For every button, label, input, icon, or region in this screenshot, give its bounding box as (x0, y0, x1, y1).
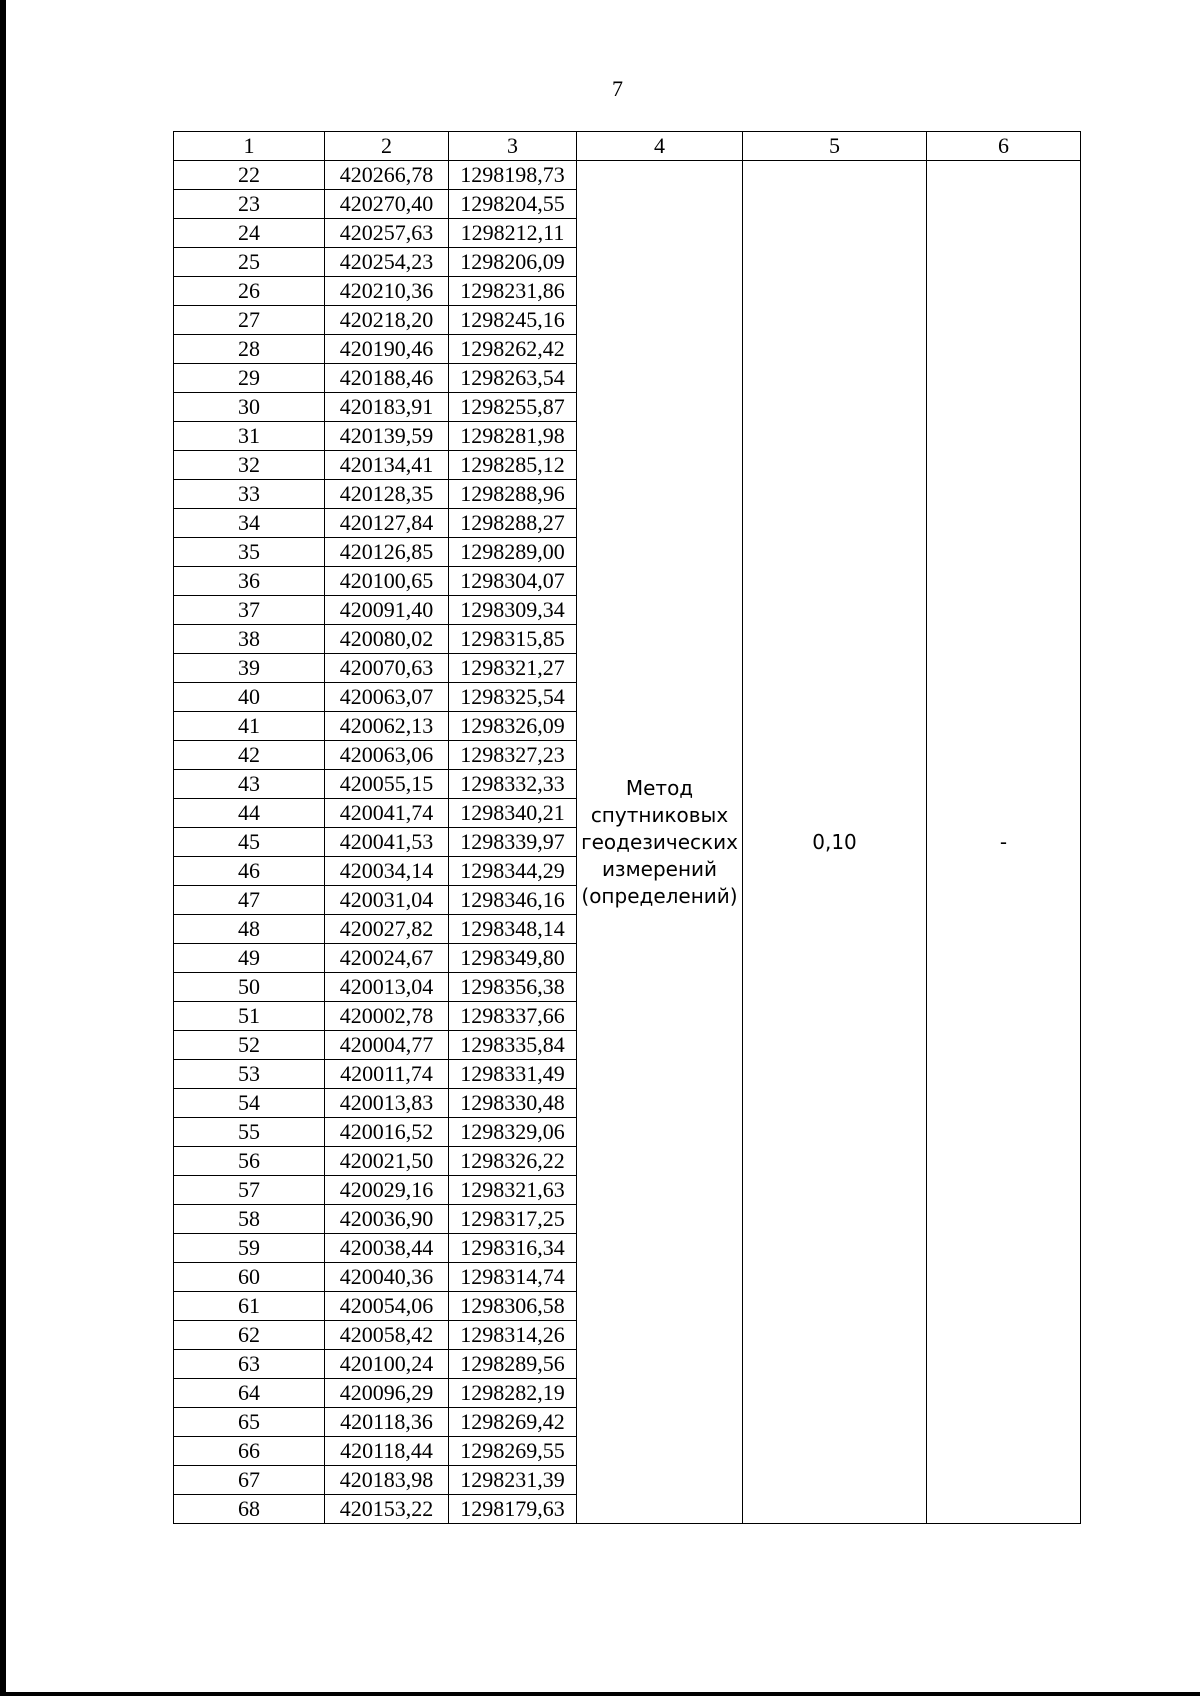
y-coordinate-cell: 1298327,23 (449, 741, 577, 770)
scan-edge-bottom (0, 1692, 1200, 1696)
point-number-cell: 33 (174, 480, 325, 509)
y-coordinate-cell: 1298314,26 (449, 1321, 577, 1350)
y-coordinate-cell: 1298285,12 (449, 451, 577, 480)
point-number-cell: 44 (174, 799, 325, 828)
point-number-cell: 35 (174, 538, 325, 567)
y-coordinate-cell: 1298306,58 (449, 1292, 577, 1321)
x-coordinate-cell: 420063,06 (325, 741, 449, 770)
header-col-6: 6 (927, 132, 1081, 161)
y-coordinate-cell: 1298326,22 (449, 1147, 577, 1176)
y-coordinate-cell: 1298340,21 (449, 799, 577, 828)
y-coordinate-cell: 1298326,09 (449, 712, 577, 741)
point-number-cell: 52 (174, 1031, 325, 1060)
point-number-cell: 28 (174, 335, 325, 364)
header-col-2: 2 (325, 132, 449, 161)
method-line: спутниковых (590, 802, 729, 827)
x-coordinate-cell: 420126,85 (325, 538, 449, 567)
y-coordinate-cell: 1298309,34 (449, 596, 577, 625)
y-coordinate-cell: 1298204,55 (449, 190, 577, 219)
point-number-cell: 62 (174, 1321, 325, 1350)
y-coordinate-cell: 1298269,55 (449, 1437, 577, 1466)
point-number-cell: 36 (174, 567, 325, 596)
y-coordinate-cell: 1298315,85 (449, 625, 577, 654)
point-number-cell: 48 (174, 915, 325, 944)
method-line: измерений (601, 856, 718, 881)
y-coordinate-cell: 1298335,84 (449, 1031, 577, 1060)
point-number-cell: 51 (174, 1002, 325, 1031)
x-coordinate-cell: 420100,65 (325, 567, 449, 596)
point-number-cell: 25 (174, 248, 325, 277)
x-coordinate-cell: 420183,91 (325, 393, 449, 422)
header-col-4: 4 (577, 132, 743, 161)
y-coordinate-cell: 1298231,86 (449, 277, 577, 306)
x-coordinate-cell: 420188,46 (325, 364, 449, 393)
x-coordinate-cell: 420257,63 (325, 219, 449, 248)
y-coordinate-cell: 1298314,74 (449, 1263, 577, 1292)
y-coordinate-cell: 1298316,34 (449, 1234, 577, 1263)
point-number-cell: 63 (174, 1350, 325, 1379)
x-coordinate-cell: 420058,42 (325, 1321, 449, 1350)
y-coordinate-cell: 1298269,42 (449, 1408, 577, 1437)
point-number-cell: 67 (174, 1466, 325, 1495)
y-coordinate-cell: 1298321,27 (449, 654, 577, 683)
x-coordinate-cell: 420254,23 (325, 248, 449, 277)
x-coordinate-cell: 420011,74 (325, 1060, 449, 1089)
accuracy-cell: 0,10 (743, 161, 927, 1524)
y-coordinate-cell: 1298339,97 (449, 828, 577, 857)
y-coordinate-cell: 1298206,09 (449, 248, 577, 277)
method-line: геодезических (581, 829, 738, 854)
scan-edge-left (0, 0, 6, 1696)
x-coordinate-cell: 420118,44 (325, 1437, 449, 1466)
y-coordinate-cell: 1298349,80 (449, 944, 577, 973)
coordinates-table (173, 131, 1081, 1524)
point-number-cell: 29 (174, 364, 325, 393)
y-coordinate-cell: 1298281,98 (449, 422, 577, 451)
y-coordinate-cell: 1298231,39 (449, 1466, 577, 1495)
x-coordinate-cell: 420055,15 (325, 770, 449, 799)
point-number-cell: 24 (174, 219, 325, 248)
point-number-cell: 65 (174, 1408, 325, 1437)
point-number-cell: 32 (174, 451, 325, 480)
y-coordinate-cell: 1298288,27 (449, 509, 577, 538)
x-coordinate-cell: 420013,83 (325, 1089, 449, 1118)
x-coordinate-cell: 420127,84 (325, 509, 449, 538)
x-coordinate-cell: 420128,35 (325, 480, 449, 509)
x-coordinate-cell: 420118,36 (325, 1408, 449, 1437)
y-coordinate-cell: 1298346,16 (449, 886, 577, 915)
point-number-cell: 39 (174, 654, 325, 683)
x-coordinate-cell: 420041,53 (325, 828, 449, 857)
point-number-cell: 64 (174, 1379, 325, 1408)
x-coordinate-cell: 420091,40 (325, 596, 449, 625)
x-coordinate-cell: 420218,20 (325, 306, 449, 335)
x-coordinate-cell: 420134,41 (325, 451, 449, 480)
point-number-cell: 23 (174, 190, 325, 219)
x-coordinate-cell: 420210,36 (325, 277, 449, 306)
y-coordinate-cell: 1298330,48 (449, 1089, 577, 1118)
method-line: (определений) (581, 883, 738, 908)
point-number-cell: 50 (174, 973, 325, 1002)
method-cell (577, 161, 743, 1524)
x-coordinate-cell: 420041,74 (325, 799, 449, 828)
x-coordinate-cell: 420002,78 (325, 1002, 449, 1031)
x-coordinate-cell: 420013,04 (325, 973, 449, 1002)
point-number-cell: 60 (174, 1263, 325, 1292)
x-coordinate-cell: 420190,46 (325, 335, 449, 364)
page-number: 7 (612, 76, 623, 101)
point-number-cell: 45 (174, 828, 325, 857)
x-coordinate-cell: 420153,22 (325, 1495, 449, 1524)
y-coordinate-cell: 1298282,19 (449, 1379, 577, 1408)
point-number-cell: 34 (174, 509, 325, 538)
x-coordinate-cell: 420024,67 (325, 944, 449, 973)
y-coordinate-cell: 1298344,29 (449, 857, 577, 886)
x-coordinate-cell: 420036,90 (325, 1205, 449, 1234)
x-coordinate-cell: 420034,14 (325, 857, 449, 886)
table-body (174, 161, 1081, 1524)
y-coordinate-cell: 1298331,49 (449, 1060, 577, 1089)
y-coordinate-cell: 1298317,25 (449, 1205, 577, 1234)
y-coordinate-cell: 1298321,63 (449, 1176, 577, 1205)
y-coordinate-cell: 1298212,11 (449, 219, 577, 248)
point-number-cell: 30 (174, 393, 325, 422)
x-coordinate-cell: 420063,07 (325, 683, 449, 712)
column-6-cell: - (927, 161, 1081, 1524)
x-coordinate-cell: 420040,36 (325, 1263, 449, 1292)
table-row (174, 161, 1081, 190)
point-number-cell: 40 (174, 683, 325, 712)
x-coordinate-cell: 420266,78 (325, 161, 449, 190)
point-number-cell: 54 (174, 1089, 325, 1118)
point-number-cell: 58 (174, 1205, 325, 1234)
y-coordinate-cell: 1298329,06 (449, 1118, 577, 1147)
x-coordinate-cell: 420096,29 (325, 1379, 449, 1408)
y-coordinate-cell: 1298337,66 (449, 1002, 577, 1031)
point-number-cell: 22 (174, 161, 325, 190)
y-coordinate-cell: 1298325,54 (449, 683, 577, 712)
x-coordinate-cell: 420031,04 (325, 886, 449, 915)
header-row (174, 132, 1081, 161)
x-coordinate-cell: 420270,40 (325, 190, 449, 219)
y-coordinate-cell: 1298289,56 (449, 1350, 577, 1379)
x-coordinate-cell: 420080,02 (325, 625, 449, 654)
point-number-cell: 31 (174, 422, 325, 451)
x-coordinate-cell: 420027,82 (325, 915, 449, 944)
y-coordinate-cell: 1298198,73 (449, 161, 577, 190)
point-number-cell: 27 (174, 306, 325, 335)
y-coordinate-cell: 1298245,16 (449, 306, 577, 335)
point-number-cell: 55 (174, 1118, 325, 1147)
point-number-cell: 42 (174, 741, 325, 770)
point-number-cell: 37 (174, 596, 325, 625)
point-number-cell: 47 (174, 886, 325, 915)
y-coordinate-cell: 1298255,87 (449, 393, 577, 422)
x-coordinate-cell: 420021,50 (325, 1147, 449, 1176)
point-number-cell: 61 (174, 1292, 325, 1321)
point-number-cell: 41 (174, 712, 325, 741)
method-line: Метод (625, 775, 694, 800)
point-number-cell: 68 (174, 1495, 325, 1524)
point-number-cell: 57 (174, 1176, 325, 1205)
y-coordinate-cell: 1298348,14 (449, 915, 577, 944)
x-coordinate-cell: 420062,13 (325, 712, 449, 741)
header-col-1: 1 (174, 132, 325, 161)
point-number-cell: 66 (174, 1437, 325, 1466)
point-number-cell: 26 (174, 277, 325, 306)
x-coordinate-cell: 420139,59 (325, 422, 449, 451)
y-coordinate-cell: 1298262,42 (449, 335, 577, 364)
y-coordinate-cell: 1298179,63 (449, 1495, 577, 1524)
x-coordinate-cell: 420038,44 (325, 1234, 449, 1263)
point-number-cell: 38 (174, 625, 325, 654)
x-coordinate-cell: 420183,98 (325, 1466, 449, 1495)
y-coordinate-cell: 1298356,38 (449, 973, 577, 1002)
y-coordinate-cell: 1298288,96 (449, 480, 577, 509)
point-number-cell: 49 (174, 944, 325, 973)
point-number-cell: 56 (174, 1147, 325, 1176)
x-coordinate-cell: 420054,06 (325, 1292, 449, 1321)
x-coordinate-cell: 420016,52 (325, 1118, 449, 1147)
point-number-cell: 59 (174, 1234, 325, 1263)
header-col-5: 5 (743, 132, 927, 161)
point-number-cell: 43 (174, 770, 325, 799)
point-number-cell: 46 (174, 857, 325, 886)
x-coordinate-cell: 420070,63 (325, 654, 449, 683)
x-coordinate-cell: 420004,77 (325, 1031, 449, 1060)
y-coordinate-cell: 1298332,33 (449, 770, 577, 799)
point-number-cell: 53 (174, 1060, 325, 1089)
y-coordinate-cell: 1298263,54 (449, 364, 577, 393)
x-coordinate-cell: 420100,24 (325, 1350, 449, 1379)
y-coordinate-cell: 1298289,00 (449, 538, 577, 567)
y-coordinate-cell: 1298304,07 (449, 567, 577, 596)
x-coordinate-cell: 420029,16 (325, 1176, 449, 1205)
header-col-3: 3 (449, 132, 577, 161)
